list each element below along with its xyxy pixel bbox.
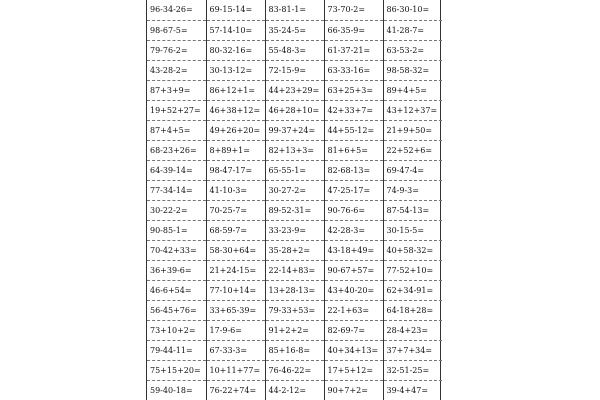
problem-cell: 81+6+5=: [324, 140, 383, 160]
problem-cell: 30-27-2=: [265, 180, 324, 200]
worksheet-row: [147, 100, 442, 120]
problem-cell: 79-33+53=: [265, 300, 324, 320]
problem-cell: 75+15+20=: [147, 360, 206, 380]
problem-cell: 33-23-9=: [265, 220, 324, 240]
problem-cell: 19+52+27=: [147, 100, 206, 120]
problem-cell: 87+4+5=: [147, 120, 206, 140]
problem-cell: 44-2-12=: [265, 380, 324, 400]
problem-cell: 99-37+24=: [265, 120, 324, 140]
worksheet-row: [147, 200, 442, 220]
problem-cell: 28-4+23=: [383, 320, 442, 340]
problem-cell: 55-48-3=: [265, 40, 324, 60]
problem-cell: 68-59-7=: [206, 220, 265, 240]
problem-cell: 49+26+20=: [206, 120, 265, 140]
problem-cell: 87+3+9=: [147, 80, 206, 100]
problem-cell: 63+25+3=: [324, 80, 383, 100]
problem-cell: 36+39-6=: [147, 260, 206, 280]
problem-cell: 22-14+83=: [265, 260, 324, 280]
problem-cell: 63-33-16=: [324, 60, 383, 80]
problem-cell: 76-22+74=: [206, 380, 265, 400]
problem-cell: 90-76-6=: [324, 200, 383, 220]
problem-cell: 41-28-7=: [383, 20, 442, 40]
problem-cell: 47-25-17=: [324, 180, 383, 200]
problem-cell: 10+11+77=: [206, 360, 265, 380]
problem-cell: 43+12+37=: [383, 100, 442, 120]
problem-cell: 64-39-14=: [147, 160, 206, 180]
problem-cell: 69-15-14=: [206, 0, 265, 20]
problem-cell: 96-34-26=: [147, 0, 206, 20]
problem-cell: 86-30-10=: [383, 0, 442, 20]
problem-cell: 91+2+2=: [265, 320, 324, 340]
problem-cell: 46+38+12=: [206, 100, 265, 120]
problem-cell: 30-13-12=: [206, 60, 265, 80]
problem-cell: 73+10+2=: [147, 320, 206, 340]
problem-cell: 33+65-39=: [206, 300, 265, 320]
problem-cell: 57-14-10=: [206, 20, 265, 40]
problem-cell: 89+4+5=: [383, 80, 442, 100]
problem-cell: 37+7+34=: [383, 340, 442, 360]
problem-cell: 17+5+12=: [324, 360, 383, 380]
problem-cell: 40+34+13=: [324, 340, 383, 360]
problem-cell: 90+7+2=: [324, 380, 383, 400]
problem-cell: 76-46-22=: [265, 360, 324, 380]
problem-cell: 83-81-1=: [265, 0, 324, 20]
worksheet-row: [147, 120, 442, 140]
problem-cell: 77-52+10=: [383, 260, 442, 280]
problem-cell: 72-15-9=: [265, 60, 324, 80]
worksheet-row: [147, 240, 442, 260]
worksheet-row: [147, 80, 442, 100]
problem-cell: 44+55-12=: [324, 120, 383, 140]
problem-cell: 44+23+29=: [265, 80, 324, 100]
worksheet-row: [147, 220, 442, 240]
problem-cell: 80-32-16=: [206, 40, 265, 60]
problem-cell: 30-15-5=: [383, 220, 442, 240]
problem-cell: 21+9+50=: [383, 120, 442, 140]
problem-cell: 90-67+57=: [324, 260, 383, 280]
problem-cell: 59-40-18=: [150, 385, 193, 395]
problem-cell: 73-70-2=: [324, 0, 383, 20]
problem-cell: 32-51-25=: [383, 360, 442, 380]
problem-cell: 82-68-13=: [324, 160, 383, 180]
problem-cell: 30-22-2=: [147, 200, 206, 220]
problem-cell: 82-69-7=: [324, 320, 383, 340]
worksheet-row: [147, 320, 442, 340]
problem-cell: 43-28-2=: [147, 60, 206, 80]
problem-cell: 40+58-32=: [383, 240, 442, 260]
problem-cell: 56-45+76=: [147, 300, 206, 320]
worksheet-row: [147, 40, 442, 60]
problem-cell: 86+12+1=: [206, 80, 265, 100]
worksheet-row: [147, 180, 442, 200]
problem-cell: 63-53-2=: [383, 40, 442, 60]
problem-cell: 77-34-14=: [147, 180, 206, 200]
problem-cell: 42+33+7=: [324, 100, 383, 120]
problem-cell: 79-76-2=: [147, 40, 206, 60]
problem-cell: 98-58-32=: [383, 60, 442, 80]
problem-cell: 35-24-5=: [265, 20, 324, 40]
worksheet-row: [147, 60, 442, 80]
problem-cell: 79-44-11=: [147, 340, 206, 360]
worksheet-row: [147, 140, 442, 160]
problem-cell: 46-6+54=: [147, 280, 206, 300]
problem-cell: 22+52+6=: [383, 140, 442, 160]
problem-cell: 22-1+63=: [324, 300, 383, 320]
problem-cell: 39-4+47=: [383, 380, 442, 400]
problem-cell: 85+16-8=: [265, 340, 324, 360]
problem-cell: 68-23+26=: [147, 140, 206, 160]
worksheet-body: [147, 0, 442, 400]
arithmetic-worksheet-table: [147, 0, 442, 400]
problem-cell: 77-10+14=: [206, 280, 265, 300]
problem-cell: 41-10-3=: [206, 180, 265, 200]
problem-cell: 43+40-20=: [324, 280, 383, 300]
problem-cell: 42-28-3=: [324, 220, 383, 240]
problem-cell: 70-25-7=: [206, 200, 265, 220]
worksheet-row: [147, 160, 442, 180]
problem-cell: 64-18+28=: [383, 300, 442, 320]
problem-cell: 13+28-13=: [265, 280, 324, 300]
problem-cell: 90-85-1=: [147, 220, 206, 240]
problem-cell: 35-28+2=: [265, 240, 324, 260]
worksheet-row: [147, 280, 442, 300]
problem-cell: 87-54-13=: [383, 200, 442, 220]
problem-cell: 65-55-1=: [265, 160, 324, 180]
worksheet-row: [147, 20, 442, 40]
problem-cell: 8+89+1=: [206, 140, 265, 160]
problem-cell: 74-9-3=: [383, 180, 442, 200]
worksheet-row: [147, 380, 442, 400]
problem-cell: 61-37-21=: [324, 40, 383, 60]
problem-cell: 17-9-6=: [206, 320, 265, 340]
problem-cell: 82+13+3=: [265, 140, 324, 160]
worksheet-page: [146, 0, 441, 400]
problem-cell: 98-47-17=: [206, 160, 265, 180]
problem-cell: 69-47-4=: [383, 160, 442, 180]
problem-cell: 89-52-31=: [265, 200, 324, 220]
problem-cell: 98-67-5=: [147, 20, 206, 40]
worksheet-row: [147, 0, 442, 20]
problem-cell: 70-42+33=: [147, 240, 206, 260]
problem-cell: 21+24-15=: [206, 260, 265, 280]
worksheet-row: [147, 360, 442, 380]
worksheet-row: [147, 340, 442, 360]
problem-cell: 66-35-9=: [324, 20, 383, 40]
worksheet-row: [147, 260, 442, 280]
worksheet-row: [147, 300, 442, 320]
problem-cell: 67-33-3=: [206, 340, 265, 360]
problem-cell: 58-30+64=: [206, 240, 265, 260]
problem-cell: 46+28+10=: [265, 100, 324, 120]
problem-cell: 62+34-91=: [383, 280, 442, 300]
problem-cell: 43-18+49=: [324, 240, 383, 260]
